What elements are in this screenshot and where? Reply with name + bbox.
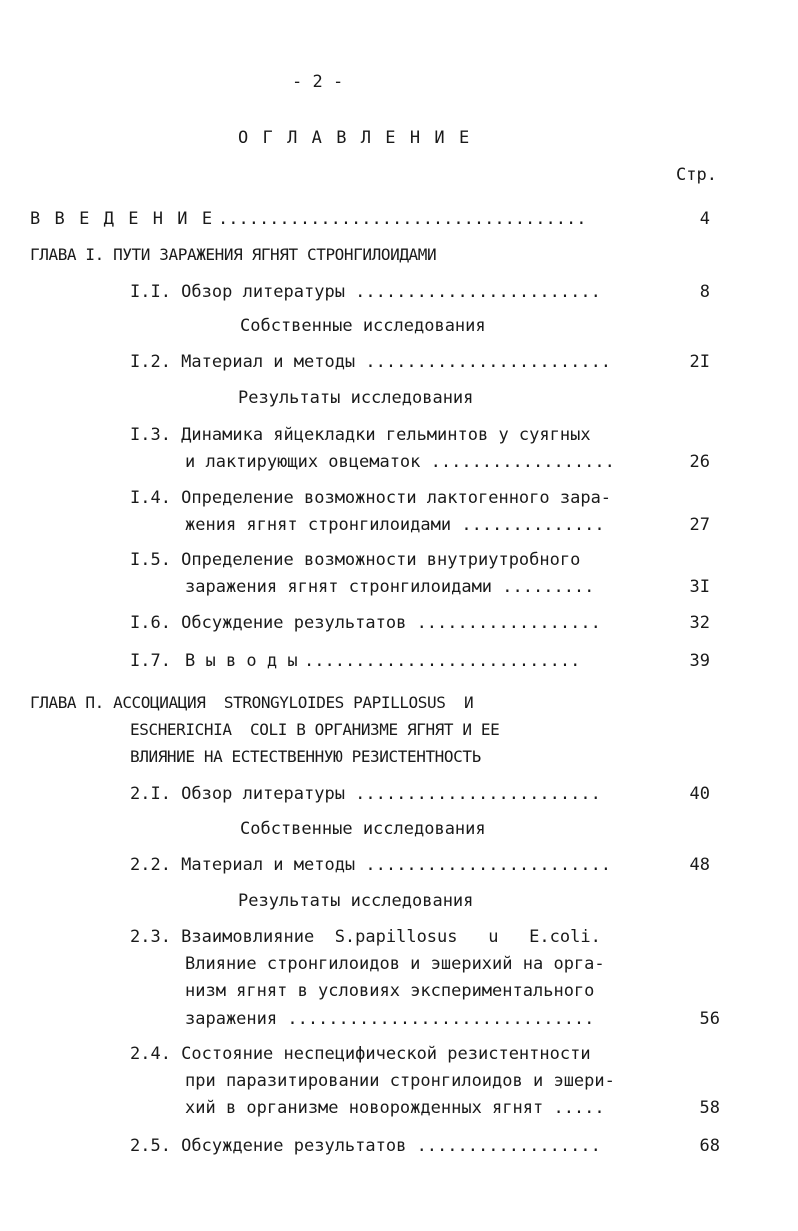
toc-entry-1-2-page: 2I xyxy=(689,352,710,372)
toc-entry-1-7-title: В ы в о д ы xyxy=(185,651,298,671)
chapter-2-title-line-2: ESCHERICHIA COLI В ОРГАНИЗМЕ ЯГНЯТ И ЕЕ xyxy=(130,720,500,739)
toc-entry-1-5-line-2: заражения ягнят стронгилоидами ......... xyxy=(185,577,595,597)
page-column-label: Стр. xyxy=(676,165,717,185)
toc-entry-1-2: I.2. Материал и методы ........................ xyxy=(130,352,612,372)
toc-entry-2-2: 2.2. Материал и методы ........................ xyxy=(130,855,612,875)
toc-entry-2-3-line-3: низм ягнят в условиях экспериментального xyxy=(185,981,595,1001)
toc-entry-1-5-line-1: I.5. Определение возможности внутриутробного xyxy=(130,550,581,570)
chapter-2-title-line-1: ГЛАВА П. АССОЦИАЦИЯ STRONGYLOIDES PAPILLOSUS И xyxy=(30,693,474,712)
toc-entry-1-5-page: 3I xyxy=(689,577,710,597)
toc-entry-1-4-line-2: жения ягнят стронгилоидами .............. xyxy=(185,515,605,535)
toc-entry-2-3-line-1: 2.3. Взаимовлияние S.papillosus u E.coli. xyxy=(130,927,601,947)
toc-intro-leader: .................................... xyxy=(218,209,587,229)
toc-entry-2-5-page: 68 xyxy=(699,1136,720,1156)
toc-entry-1-1-page: 8 xyxy=(699,282,710,302)
page-number: - 2 - xyxy=(292,72,344,92)
toc-entry-1-6-page: 32 xyxy=(689,613,710,633)
page-title: О Г Л А В Л Е Н И Е xyxy=(238,128,472,148)
chapter-2-title-line-3: ВЛИЯНИЕ НА ЕСТЕСТВЕННУЮ РЕЗИСТЕНТНОСТЬ xyxy=(130,747,481,766)
subheading-own-research-1: Собственные исследования xyxy=(240,316,486,336)
toc-entry-1-3-line-1: I.3. Динамика яйцекладки гельминтов у суягных xyxy=(130,425,591,445)
toc-entry-1-3-page: 26 xyxy=(689,452,710,472)
toc-entry-2-2-page: 48 xyxy=(689,855,710,875)
subheading-results-1: Результаты исследования xyxy=(238,388,474,408)
toc-entry-2-4-line-1: 2.4. Состояние неспецифической резистентности xyxy=(130,1044,591,1064)
toc-entry-1-4-page: 27 xyxy=(689,515,710,535)
toc-entry-1-1: I.I. Обзор литературы ........................ xyxy=(130,282,601,302)
toc-entry-2-4-line-2: при паразитировании стронгилоидов и эшери- xyxy=(185,1071,615,1091)
toc-intro-label: В В Е Д Е Н И Е xyxy=(30,209,215,229)
toc-entry-2-3-page: 56 xyxy=(699,1009,720,1029)
toc-entry-2-3-line-4: заражения .............................. xyxy=(185,1009,595,1029)
toc-entry-1-6: I.6. Обсуждение результатов .................. xyxy=(130,613,601,633)
toc-entry-1-4-line-1: I.4. Определение возможности лактогенного зара- xyxy=(130,488,612,508)
toc-entry-2-1-page: 40 xyxy=(689,784,710,804)
toc-entry-1-7-label: I.7. xyxy=(130,651,171,671)
toc-entry-2-4-line-3: хий в организме новорожденных ягнят ..... xyxy=(185,1098,605,1118)
toc-entry-2-1: 2.I. Обзор литературы ........................ xyxy=(130,784,601,804)
toc-entry-1-7-page: 39 xyxy=(689,651,710,671)
toc-entry-2-4-page: 58 xyxy=(699,1098,720,1118)
toc-intro-page: 4 xyxy=(699,209,710,229)
toc-entry-1-7-leader: ........................... xyxy=(304,651,581,671)
toc-entry-1-3-line-2: и лактирующих овцематок .................. xyxy=(185,452,615,472)
subheading-results-2: Результаты исследования xyxy=(238,891,474,911)
chapter-1-title: ГЛАВА I. ПУТИ ЗАРАЖЕНИЯ ЯГНЯТ СТРОНГИЛОИДАМИ xyxy=(30,245,437,264)
subheading-own-research-2: Собственные исследования xyxy=(240,819,486,839)
toc-entry-2-5: 2.5. Обсуждение результатов .................. xyxy=(130,1136,601,1156)
toc-entry-2-3-line-2: Влияние стронгилоидов и эшерихий на орга- xyxy=(185,954,605,974)
